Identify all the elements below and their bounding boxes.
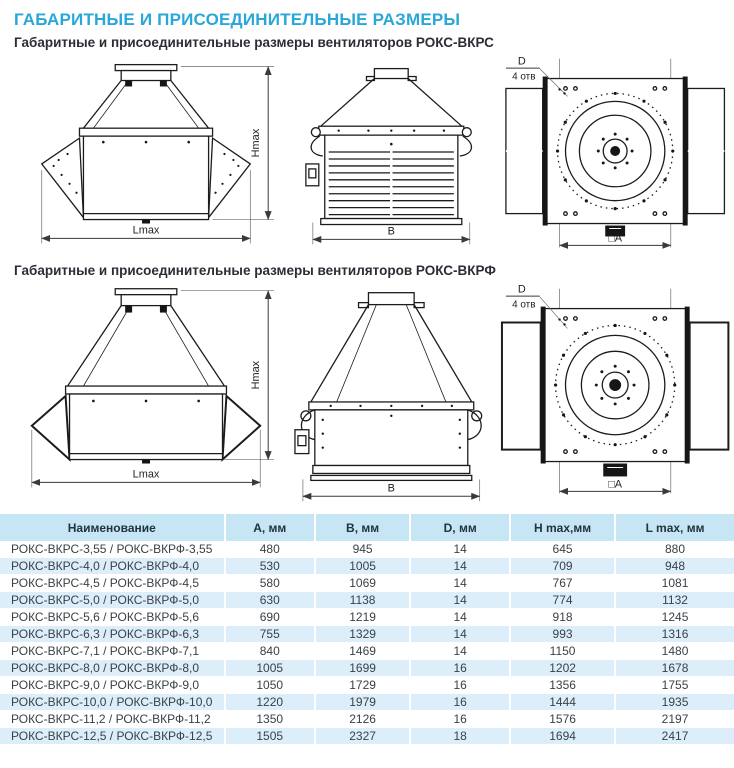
value-cell: 1202 (510, 660, 615, 677)
value-cell: 1219 (315, 609, 410, 626)
value-cell: 2126 (315, 711, 410, 728)
model-name-cell: РОКС-ВКРС-4,0 / РОКС-ВКРФ-4,0 (0, 558, 225, 575)
value-cell: 645 (510, 541, 615, 558)
table-row (0, 677, 734, 694)
value-cell: 1699 (315, 660, 410, 677)
value-cell: 945 (315, 541, 410, 558)
holes-count-label: 4 отв (511, 71, 536, 83)
value-cell: 480 (225, 541, 315, 558)
table-row (0, 541, 734, 558)
value-cell: 755 (225, 626, 315, 643)
table-row (0, 609, 734, 626)
table-row (0, 711, 734, 728)
section-title-vkrs: Габаритные и присоединительные размеры вентиляторов РОКС-ВКРС (14, 35, 494, 50)
value-cell: 14 (410, 626, 510, 643)
value-cell: 630 (225, 592, 315, 609)
value-cell: 1979 (315, 694, 410, 711)
value-cell: 1444 (510, 694, 615, 711)
model-name-cell: РОКС-ВКРС-7,1 / РОКС-ВКРФ-7,1 (0, 643, 225, 660)
model-name-cell: РОКС-ВКРС-8,0 / РОКС-ВКРФ-8,0 (0, 660, 225, 677)
value-cell: 530 (225, 558, 315, 575)
column-header: А, мм (225, 514, 315, 541)
value-cell: 18 (410, 728, 510, 745)
value-cell: 1050 (225, 677, 315, 694)
model-name-cell: РОКС-ВКРС-5,6 / РОКС-ВКРФ-5,6 (0, 609, 225, 626)
value-cell: 14 (410, 643, 510, 660)
value-cell: 1678 (615, 660, 734, 677)
value-cell: 1316 (615, 626, 734, 643)
value-cell: 1329 (315, 626, 410, 643)
value-cell: 993 (510, 626, 615, 643)
value-cell: 14 (410, 592, 510, 609)
value-cell: 2327 (315, 728, 410, 745)
model-name-cell: РОКС-ВКРС-10,0 / РОКС-ВКРФ-10,0 (0, 694, 225, 711)
value-cell: 767 (510, 575, 615, 592)
d-dim-label: D (517, 283, 526, 296)
value-cell: 2197 (615, 711, 734, 728)
table-row (0, 558, 734, 575)
value-cell: 1005 (315, 558, 410, 575)
value-cell: 16 (410, 694, 510, 711)
value-cell: 1081 (615, 575, 734, 592)
catalog-page (0, 10, 734, 768)
lmax-label: Lmax (132, 468, 160, 481)
b-dim-label: B (387, 482, 395, 495)
vkrs-front-view-drawing (289, 52, 494, 258)
vkrs-top-view-drawing (494, 52, 730, 258)
b-dim-label: B (387, 225, 395, 238)
model-name-cell: РОКС-ВКРС-9,0 / РОКС-ВКРФ-9,0 (0, 677, 225, 694)
value-cell: 880 (615, 541, 734, 558)
value-cell: 1694 (510, 728, 615, 745)
model-name-cell: РОКС-ВКРС-11,2 / РОКС-ВКРФ-11,2 (0, 711, 225, 728)
column-header: Наименование (0, 514, 225, 541)
vkrf-side-view-drawing (4, 280, 289, 508)
value-cell: 1505 (225, 728, 315, 745)
value-cell: 14 (410, 541, 510, 558)
value-cell: 1469 (315, 643, 410, 660)
value-cell: 1935 (615, 694, 734, 711)
value-cell: 1356 (510, 677, 615, 694)
table-row (0, 575, 734, 592)
dimensions-table (0, 514, 734, 745)
holes-count-label: 4 отв (511, 299, 536, 311)
model-name-cell: РОКС-ВКРС-5,0 / РОКС-ВКРФ-5,0 (0, 592, 225, 609)
table-row (0, 660, 734, 677)
value-cell: 1576 (510, 711, 615, 728)
value-cell: 1132 (615, 592, 734, 609)
section-title-vkrf: Габаритные и присоединительные размеры вентиляторов РОКС-ВКРФ (14, 263, 496, 278)
vkrf-top-view-drawing (494, 280, 730, 508)
model-name-cell: РОКС-ВКРС-6,3 / РОКС-ВКРФ-6,3 (0, 626, 225, 643)
value-cell: 14 (410, 575, 510, 592)
value-cell: 1005 (225, 660, 315, 677)
value-cell: 16 (410, 677, 510, 694)
table-row (0, 643, 734, 660)
page-title: ГАБАРИТНЫЕ И ПРИСОЕДИНИТЕЛЬНЫЕ РАЗМЕРЫ (14, 10, 461, 29)
value-cell: 840 (225, 643, 315, 660)
lmax-label: Lmax (132, 224, 160, 237)
table-row (0, 626, 734, 643)
column-header: L max, мм (615, 514, 734, 541)
value-cell: 14 (410, 558, 510, 575)
value-cell: 16 (410, 660, 510, 677)
vkrs-side-view-drawing (4, 52, 289, 258)
drawings-row-vkrf (0, 280, 734, 508)
value-cell: 16 (410, 711, 510, 728)
model-name-cell: РОКС-ВКРС-3,55 / РОКС-ВКРФ-3,55 (0, 541, 225, 558)
a-square-dim-label: □A (607, 478, 622, 491)
value-cell: 580 (225, 575, 315, 592)
value-cell: 918 (510, 609, 615, 626)
a-square-dim-label: □A (607, 232, 622, 245)
value-cell: 690 (225, 609, 315, 626)
value-cell: 1069 (315, 575, 410, 592)
value-cell: 1729 (315, 677, 410, 694)
value-cell: 709 (510, 558, 615, 575)
hmax-label: Hmax (250, 360, 263, 390)
table-row (0, 728, 734, 745)
value-cell: 774 (510, 592, 615, 609)
hmax-label: Hmax (250, 128, 263, 158)
value-cell: 14 (410, 609, 510, 626)
drawings-row-vkrs (0, 52, 734, 258)
value-cell: 1755 (615, 677, 734, 694)
column-header: В, мм (315, 514, 410, 541)
value-cell: 2417 (615, 728, 734, 745)
table-row (0, 592, 734, 609)
value-cell: 1138 (315, 592, 410, 609)
column-header: Н max,мм (510, 514, 615, 541)
column-header: D, мм (410, 514, 510, 541)
table-row (0, 694, 734, 711)
model-name-cell: РОКС-ВКРС-12,5 / РОКС-ВКРФ-12,5 (0, 728, 225, 745)
value-cell: 1480 (615, 643, 734, 660)
value-cell: 1350 (225, 711, 315, 728)
value-cell: 1150 (510, 643, 615, 660)
value-cell: 948 (615, 558, 734, 575)
value-cell: 1220 (225, 694, 315, 711)
model-name-cell: РОКС-ВКРС-4,5 / РОКС-ВКРФ-4,5 (0, 575, 225, 592)
d-dim-label: D (517, 55, 526, 68)
vkrf-front-view-drawing (289, 280, 494, 508)
value-cell: 1245 (615, 609, 734, 626)
table-header-row (0, 514, 734, 541)
